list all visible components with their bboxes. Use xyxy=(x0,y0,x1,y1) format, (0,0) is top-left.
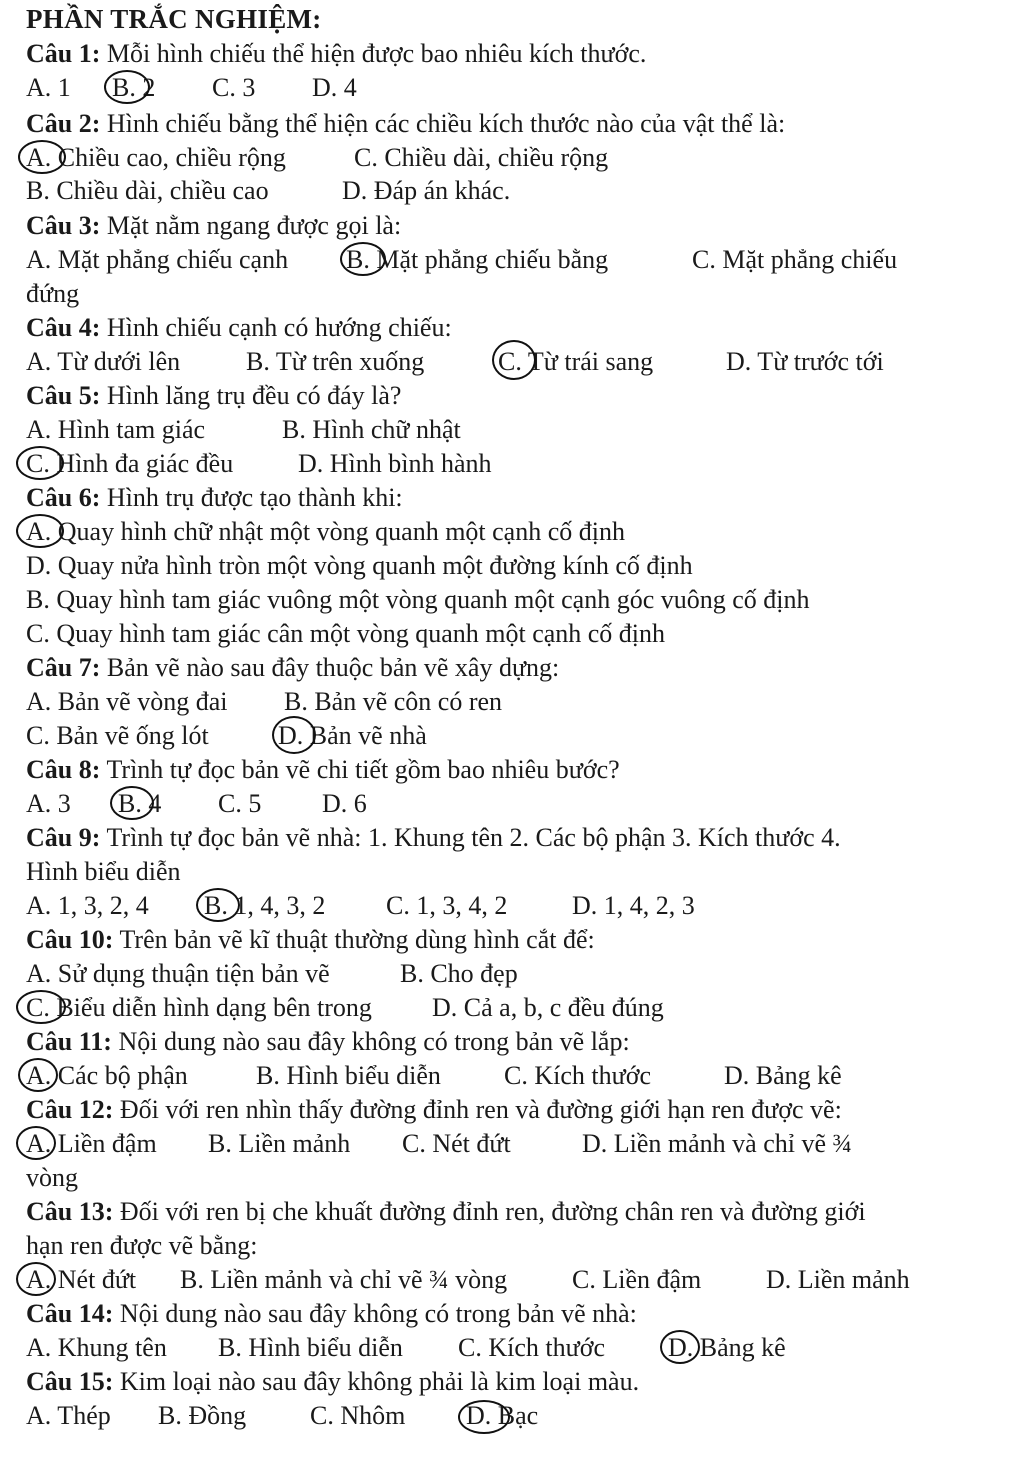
question-label: Câu 9: xyxy=(26,823,101,852)
q11-option-d: D. Bảng kê xyxy=(724,1061,842,1090)
q13-option-d: D. Liền mảnh xyxy=(766,1265,910,1294)
question-label: Câu 6: xyxy=(26,483,101,512)
q1-option-d: D. 4 xyxy=(312,73,357,102)
question-label: Câu 4: xyxy=(26,313,101,342)
q6-option-b: B. Quay hình tam giác vuông một vòng quanh một cạnh góc vuông cố định xyxy=(26,585,810,614)
question-label: Câu 7: xyxy=(26,653,101,682)
q3-option-c-cont: đứng xyxy=(26,279,80,308)
q7-option-c: C. Bản vẽ ống lót xyxy=(26,721,209,750)
question-6 xyxy=(26,482,403,514)
question-5 xyxy=(26,380,401,412)
question-9 xyxy=(26,822,841,854)
q3-option-b: B. Mặt phẳng chiếu bằng xyxy=(346,245,609,274)
q5-option-c: C. Hình đa giác đều xyxy=(26,449,234,478)
q10-option-d: D. Cả a, b, c đều đúng xyxy=(432,993,664,1022)
q8-option-c: C. 5 xyxy=(218,789,262,818)
q2-option-a: A. Chiều cao, chiều rộng xyxy=(26,143,286,172)
q9-option-a: A. 1, 3, 2, 4 xyxy=(26,891,149,920)
question-15 xyxy=(26,1366,639,1398)
q4-option-c: C. Từ trái sang xyxy=(498,347,654,376)
question-text: Bản vẽ nào sau đây thuộc bản vẽ xây dựng: xyxy=(106,653,560,682)
q1-option-a: A. 1 xyxy=(26,73,71,102)
q15-option-a: A. Thép xyxy=(26,1401,111,1430)
q13-option-a: A. Nét đứt xyxy=(26,1265,137,1294)
q4-option-d: D. Từ trước tới xyxy=(726,347,884,376)
q12-option-c: C. Nét đứt xyxy=(402,1129,511,1158)
q10-option-a: A. Sử dụng thuận tiện bản vẽ xyxy=(26,959,330,988)
q4-option-b: B. Từ trên xuống xyxy=(246,347,425,376)
q14-option-c: C. Kích thước xyxy=(458,1333,605,1362)
q13-option-c: C. Liền đậm xyxy=(572,1265,702,1294)
q5-option-d: D. Hình bình hành xyxy=(298,449,492,478)
q6-option-a: A. Quay hình chữ nhật một vòng quanh một cạnh cố định xyxy=(26,517,625,546)
question-text: Đối với ren nhìn thấy đường đỉnh ren và đường giới hạn ren được vẽ: xyxy=(119,1095,842,1124)
q6-option-c: C. Quay hình tam giác cân một vòng quanh một cạnh cố định xyxy=(26,619,666,648)
question-12 xyxy=(26,1094,842,1126)
question-7 xyxy=(26,652,559,684)
q4-option-a: A. Từ dưới lên xyxy=(26,347,181,376)
q15-option-c: C. Nhôm xyxy=(310,1401,406,1430)
q9-option-c: C. 1, 3, 4, 2 xyxy=(386,891,508,920)
answer-circle-mark xyxy=(340,242,386,276)
question-text: Kim loại nào sau đây không phải là kim loại màu. xyxy=(119,1367,640,1396)
question-label: Câu 12: xyxy=(26,1095,114,1124)
question-label: Câu 10: xyxy=(26,925,114,954)
q11-option-c: C. Kích thước xyxy=(504,1061,651,1090)
answer-circle-mark xyxy=(492,340,536,380)
q13-option-b: B. Liền mảnh và chỉ vẽ ¾ vòng xyxy=(180,1265,508,1294)
question-label: Câu 8: xyxy=(26,755,101,784)
answer-circle-mark xyxy=(660,1330,700,1364)
question-text: Hình trụ được tạo thành khi: xyxy=(106,483,403,512)
q8-option-d: D. 6 xyxy=(322,789,367,818)
question-text: Mỗi hình chiếu thể hiện được bao nhiêu kích thước. xyxy=(106,39,647,68)
q12-option-b: B. Liền mảnh xyxy=(208,1129,351,1158)
question-8 xyxy=(26,754,620,786)
question-label: Câu 14: xyxy=(26,1299,114,1328)
answer-circle-mark xyxy=(16,1262,56,1296)
q7-option-a: A. Bản vẽ vòng đai xyxy=(26,687,228,716)
question-text: Đối với ren bị che khuất đường đỉnh ren, đường chân ren và đường giới xyxy=(119,1197,866,1226)
question-1 xyxy=(26,38,646,70)
q7-option-b: B. Bản vẽ côn có ren xyxy=(284,687,503,716)
q10-option-b: B. Cho đẹp xyxy=(400,959,518,988)
q6-option-d: D. Quay nửa hình tròn một vòng quanh một đường kính cố định xyxy=(26,551,693,580)
q9-option-b: B. 1, 4, 3, 2 xyxy=(204,891,326,920)
q12-option-d: D. Liền mảnh và chỉ vẽ ¾ xyxy=(582,1129,853,1158)
q2-option-d: D. Đáp án khác. xyxy=(342,176,511,205)
section-title: PHẦN TRẮC NGHIỆM: xyxy=(26,4,322,34)
q7-option-d: D. Bản vẽ nhà xyxy=(278,721,427,750)
question-text: Nội dung nào sau đây không có trong bản vẽ lắp: xyxy=(118,1027,630,1056)
q15-option-d: D. Bạc xyxy=(466,1401,539,1430)
answer-circle-mark xyxy=(18,1058,58,1092)
q5-option-b: B. Hình chữ nhật xyxy=(282,415,461,444)
question-label: Câu 5: xyxy=(26,381,101,410)
q2-option-c: C. Chiều dài, chiều rộng xyxy=(354,143,609,172)
answer-circle-mark xyxy=(16,1126,56,1160)
question-3 xyxy=(26,210,401,242)
question-13 xyxy=(26,1196,866,1228)
q14-option-d: D. Bảng kê xyxy=(668,1333,786,1362)
q12-option-a: A. Liền đậm xyxy=(26,1129,157,1158)
answer-circle-mark xyxy=(16,990,66,1024)
question-4 xyxy=(26,312,452,344)
q8-option-b: B. 4 xyxy=(118,789,162,818)
q14-option-a: A. Khung tên xyxy=(26,1333,167,1362)
q5-option-a: A. Hình tam giác xyxy=(26,415,206,444)
question-text: Trên bản vẽ kĩ thuật thường dùng hình cắt để: xyxy=(119,925,595,954)
q8-option-a: A. 3 xyxy=(26,789,71,818)
question-label: Câu 3: xyxy=(26,211,101,240)
q14-option-b: B. Hình biểu diễn xyxy=(218,1333,403,1362)
answer-circle-mark xyxy=(272,716,316,754)
q1-option-b: B. 2 xyxy=(112,73,156,102)
answer-circle-mark xyxy=(196,888,240,922)
answer-circle-mark xyxy=(110,786,154,820)
question-2 xyxy=(26,108,785,140)
q11-option-a: A. Các bộ phận xyxy=(26,1061,188,1090)
question-label: Câu 11: xyxy=(26,1027,112,1056)
question-text: Hình chiếu bằng thể hiện các chiều kích thước nào của vật thể là: xyxy=(106,109,786,138)
q3-option-c: C. Mặt phẳng chiếu xyxy=(692,245,898,274)
question-label: Câu 2: xyxy=(26,109,101,138)
answer-circle-mark xyxy=(16,514,64,548)
q12-option-d-cont: vòng xyxy=(26,1163,78,1192)
question-text: Nội dung nào sau đây không có trong bản vẽ nhà: xyxy=(119,1299,637,1328)
q10-option-c: C. Biểu diễn hình dạng bên trong xyxy=(26,993,372,1022)
question-9-cont: Hình biểu diễn xyxy=(26,857,181,886)
q15-option-b: B. Đồng xyxy=(158,1401,247,1430)
question-text: Hình chiếu cạnh có hướng chiếu: xyxy=(106,313,452,342)
answer-circle-mark xyxy=(18,140,66,174)
question-10 xyxy=(26,924,595,956)
answer-circle-mark xyxy=(104,70,150,104)
question-label: Câu 1: xyxy=(26,39,101,68)
question-text: Trình tự đọc bản vẽ nhà: 1. Khung tên 2. Các bộ phận 3. Kích thước 4. xyxy=(106,823,841,852)
question-text: Trình tự đọc bản vẽ chi tiết gồm bao nhiêu bước? xyxy=(106,755,620,784)
question-14 xyxy=(26,1298,637,1330)
question-11 xyxy=(26,1026,630,1058)
question-text: Hình lăng trụ đều có đáy là? xyxy=(106,381,402,410)
question-13-cont: hạn ren được vẽ bằng: xyxy=(26,1231,258,1260)
question-label: Câu 13: xyxy=(26,1197,114,1226)
question-label: Câu 15: xyxy=(26,1367,114,1396)
answer-circle-mark xyxy=(16,446,64,480)
q11-option-b: B. Hình biểu diễn xyxy=(256,1061,441,1090)
question-text: Mặt nằm ngang được gọi là: xyxy=(106,211,402,240)
answer-circle-mark xyxy=(458,1400,510,1434)
q3-option-a: A. Mặt phẳng chiếu cạnh xyxy=(26,245,289,274)
q9-option-d: D. 1, 4, 2, 3 xyxy=(572,891,695,920)
q2-option-b: B. Chiều dài, chiều cao xyxy=(26,176,269,205)
q1-option-c: C. 3 xyxy=(212,73,256,102)
